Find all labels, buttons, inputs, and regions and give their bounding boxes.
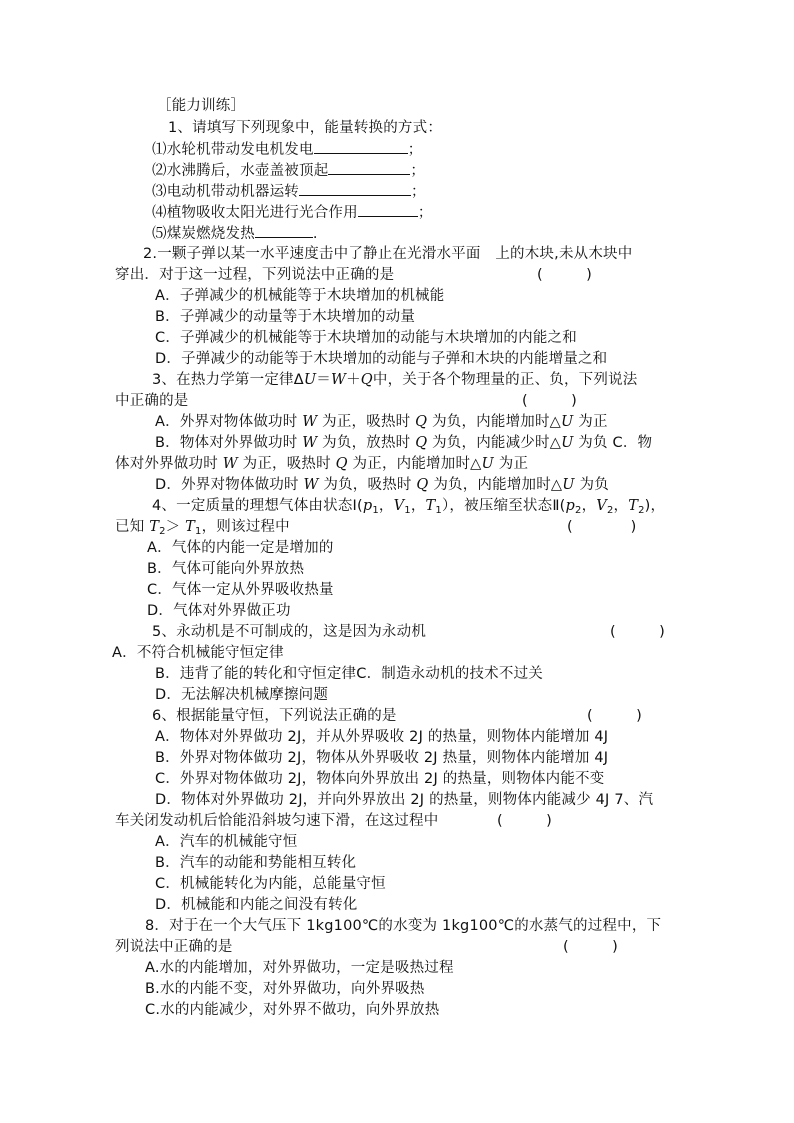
q3-line-2: 中正确的是 [115, 393, 189, 409]
math-variable: T [149, 519, 160, 535]
math-variable: U [561, 414, 574, 430]
q4-option-c: C．气体一定从外界吸收热量 [147, 582, 334, 598]
q3-text: 3、在热力学第一定律Δ [152, 372, 304, 388]
text-run: 为正，内能增加时△ [347, 456, 482, 472]
math-variable: W [302, 435, 318, 451]
math-variable: Q [335, 456, 348, 472]
q8-option-c: C.水的内能减少，对外界不做功，向外界放热 [145, 1002, 440, 1018]
answer-blank[interactable] [328, 160, 410, 175]
math-variable: W [303, 477, 319, 493]
answer-parentheses[interactable]: ( ) [522, 393, 577, 409]
math-subscript: 2 [606, 505, 614, 516]
q1-item-text: ⑵水沸腾后，水壶盖被顶起 [152, 163, 329, 179]
math-variable: Q [416, 477, 429, 493]
text-run: ， [613, 498, 629, 514]
q5-option-d: D．无法解决机械摩擦问题 [155, 687, 329, 703]
q4-line-2 [115, 517, 290, 537]
q5-option-a: A．不符合机械能守恒定律 [112, 645, 284, 661]
q3-text: 中，关于各个物理量的正、负，下列说法 [372, 372, 638, 388]
answer-blank[interactable] [299, 181, 411, 196]
text-run: 为正，吸热时 [317, 414, 416, 430]
text-run: D．外界对物体做功时 [155, 477, 304, 493]
math-variable: p [362, 498, 373, 514]
text-run: 为负，放热时 [317, 435, 416, 451]
text-run: 为正，吸热时 [237, 456, 336, 472]
answer-parentheses[interactable]: ( ) [497, 813, 552, 829]
q8-option-a: A.水的内能增加，对外界做功，一定是吸热过程 [145, 960, 454, 976]
text-run: A．外界对物体做功时 [155, 414, 303, 430]
q2-line-2: 穿出．对于这一过程，下列说法中正确的是 [115, 267, 395, 283]
q3-text: ＝ [316, 372, 331, 388]
math-variable: W [222, 456, 238, 472]
math-subscript: 2 [575, 505, 582, 516]
q7-option-b: B．汽车的动能和势能相互转化 [155, 855, 357, 871]
q1-item-4 [152, 202, 433, 223]
text-run: 体对外界做功时 [115, 456, 223, 472]
q3-var: Q [360, 372, 373, 388]
q1-sep: ； [411, 184, 426, 200]
q6-option-a: A．物体对外界做功 2J，并从外界吸收 2J 的热量，则物体内能增加 4J [155, 729, 609, 745]
text-run: )， [644, 498, 666, 514]
q1-sep: ； [410, 163, 426, 179]
q1-item-text: ⑴水轮机带动发电机发电 [152, 142, 314, 158]
q5-option-bc: B．违背了能的转化和守恒定律C．制造永动机的技术不过关 [155, 666, 543, 682]
answer-blank[interactable] [255, 223, 313, 238]
q7-option-d: D．机械能和内能之间没有转化 [155, 897, 358, 913]
section-heading: ［能力训练］ [157, 98, 246, 114]
text-run: 为负，内能增加时△ [427, 414, 562, 430]
text-run: 为负 [574, 477, 609, 493]
q8-option-b: B.水的内能不变，对外界做功，向外界吸热 [145, 981, 425, 997]
text-run: ＞ [165, 519, 186, 535]
q1-item-5 [152, 223, 318, 244]
text-run: 为正 [573, 414, 608, 430]
q1-item-text: ⑷植物吸收太阳光进行光合作用 [152, 205, 358, 221]
text-run: 为负，内能增加时△ [428, 477, 563, 493]
math-variable: V [393, 498, 405, 514]
answer-parentheses[interactable]: ( ) [567, 519, 637, 535]
math-variable: Q [415, 414, 428, 430]
answer-parentheses[interactable]: ( ) [563, 939, 618, 955]
q1-item-3 [152, 181, 426, 202]
q6-option-b: B．外界对物体做功 2J，物体从外界吸收 2J 热量，则物体内能增加 4J [155, 750, 609, 766]
text-run: ，则该过程中 [201, 519, 290, 535]
q1-item-2 [152, 160, 425, 181]
text-run: B．物体对外界做功时 [155, 435, 303, 451]
math-variable: Q [415, 435, 428, 451]
q2-option-b: B．子弹减少的动量等于木块增加的动量 [155, 309, 416, 325]
answer-parentheses[interactable]: ( ) [537, 267, 592, 283]
text-run: 为负，内能减少时△ [427, 435, 562, 451]
q6-stem: 6、根据能量守恒，下列说法正确的是 [152, 708, 397, 724]
math-variable: W [302, 414, 318, 430]
text-run: 为负 C．物 [573, 435, 653, 451]
math-subscript: 1 [372, 505, 379, 516]
q3-option-d [155, 475, 609, 495]
q3-option-b [155, 433, 652, 453]
q3-option-a [155, 412, 608, 432]
q7-option-c: C．机械能转化为内能，总能量守恒 [155, 876, 386, 892]
math-subscript: 1 [435, 505, 442, 516]
q7-option-a: A．汽车的机械能守恒 [155, 834, 298, 850]
text-run: ， [410, 498, 426, 514]
math-variable: U [562, 477, 575, 493]
q1-sep: ； [407, 142, 423, 158]
q2-line-1: 2.一颗子弹以某一水平速度击中了静止在光滑水平面 上的木块,未从木块中 [143, 246, 633, 262]
q5-stem: 5、永动机是不可制成的，这是因为永动机 [152, 624, 427, 640]
math-variable: V [596, 498, 607, 514]
math-subscript: 1 [195, 526, 202, 537]
math-variable: T [425, 498, 436, 514]
q1-stem: 1、请填写下列现象中，能量转换的方式： [168, 120, 443, 136]
q2-option-d: D．子弹减少的动能等于木块增加的动能与子弹和木块的内能增量之和 [155, 351, 608, 367]
q8-line-2: 列说法中正确的是 [115, 939, 233, 955]
answer-blank[interactable] [314, 139, 408, 154]
text-run: 为负，吸热时 [318, 477, 417, 493]
text-run: 4、一定质量的理想气体由状态Ⅰ( [152, 498, 363, 514]
q8-line-1: 8．对于在一个大气压下 1kg100℃的水变为 1kg100℃的水蒸气的过程中，下 [145, 918, 662, 934]
q3-var: W [330, 372, 347, 388]
q6-option-c: C．外界对物体做功 2J，物体向外界放出 2J 的热量，则物体内能不变 [155, 771, 605, 787]
q1-sep: . [312, 226, 318, 242]
q3-text: ＋ [346, 372, 361, 388]
text-run: ），被压缩至状态Ⅱ( [441, 498, 566, 514]
q2-option-a: A．子弹减少的机械能等于木块增加的机械能 [155, 288, 445, 304]
q4-option-d: D．气体对外界做正功 [147, 603, 291, 619]
q7-stem: 车关闭发动机后恰能沿斜坡匀速下滑，在这过程中 [115, 813, 439, 829]
math-variable: U [481, 456, 494, 472]
math-variable: p [565, 498, 576, 514]
text-run: ， [378, 498, 394, 514]
answer-parentheses[interactable]: ( ) [587, 708, 642, 724]
math-variable: T [628, 498, 639, 514]
q4-option-b: B．气体可能向外界放热 [147, 561, 305, 577]
q3-line-1 [152, 370, 637, 390]
q3-option-c [115, 454, 528, 474]
math-subscript: 2 [638, 505, 645, 516]
q1-item-text: ⑶电动机带动机器运转 [152, 184, 299, 200]
q6-option-d: D．物体对外界做功 2J，并向外界放出 2J 的热量，则物体内能减少 4J 7、汽 [155, 792, 654, 808]
q4-option-a: A．气体的内能一定是增加的 [147, 540, 334, 556]
math-subscript: 2 [159, 526, 166, 537]
text-run: ， [581, 498, 597, 514]
q1-sep: ； [417, 205, 433, 221]
text-run: 为正 [493, 456, 529, 472]
q1-item-text: ⑸煤炭燃烧发热 [152, 226, 255, 242]
math-variable: T [185, 519, 196, 535]
q4-line-1 [152, 496, 665, 516]
answer-parentheses[interactable]: ( ) [610, 624, 665, 640]
answer-blank[interactable] [358, 202, 418, 217]
math-variable: U [561, 435, 574, 451]
q2-option-c: C．子弹减少的机械能等于木块增加的动能与木块增加的内能之和 [155, 330, 577, 346]
q1-item-1 [152, 139, 422, 160]
q3-var: U [303, 372, 317, 388]
text-run: 已知 [115, 519, 150, 535]
math-subscript: 1 [404, 505, 411, 516]
